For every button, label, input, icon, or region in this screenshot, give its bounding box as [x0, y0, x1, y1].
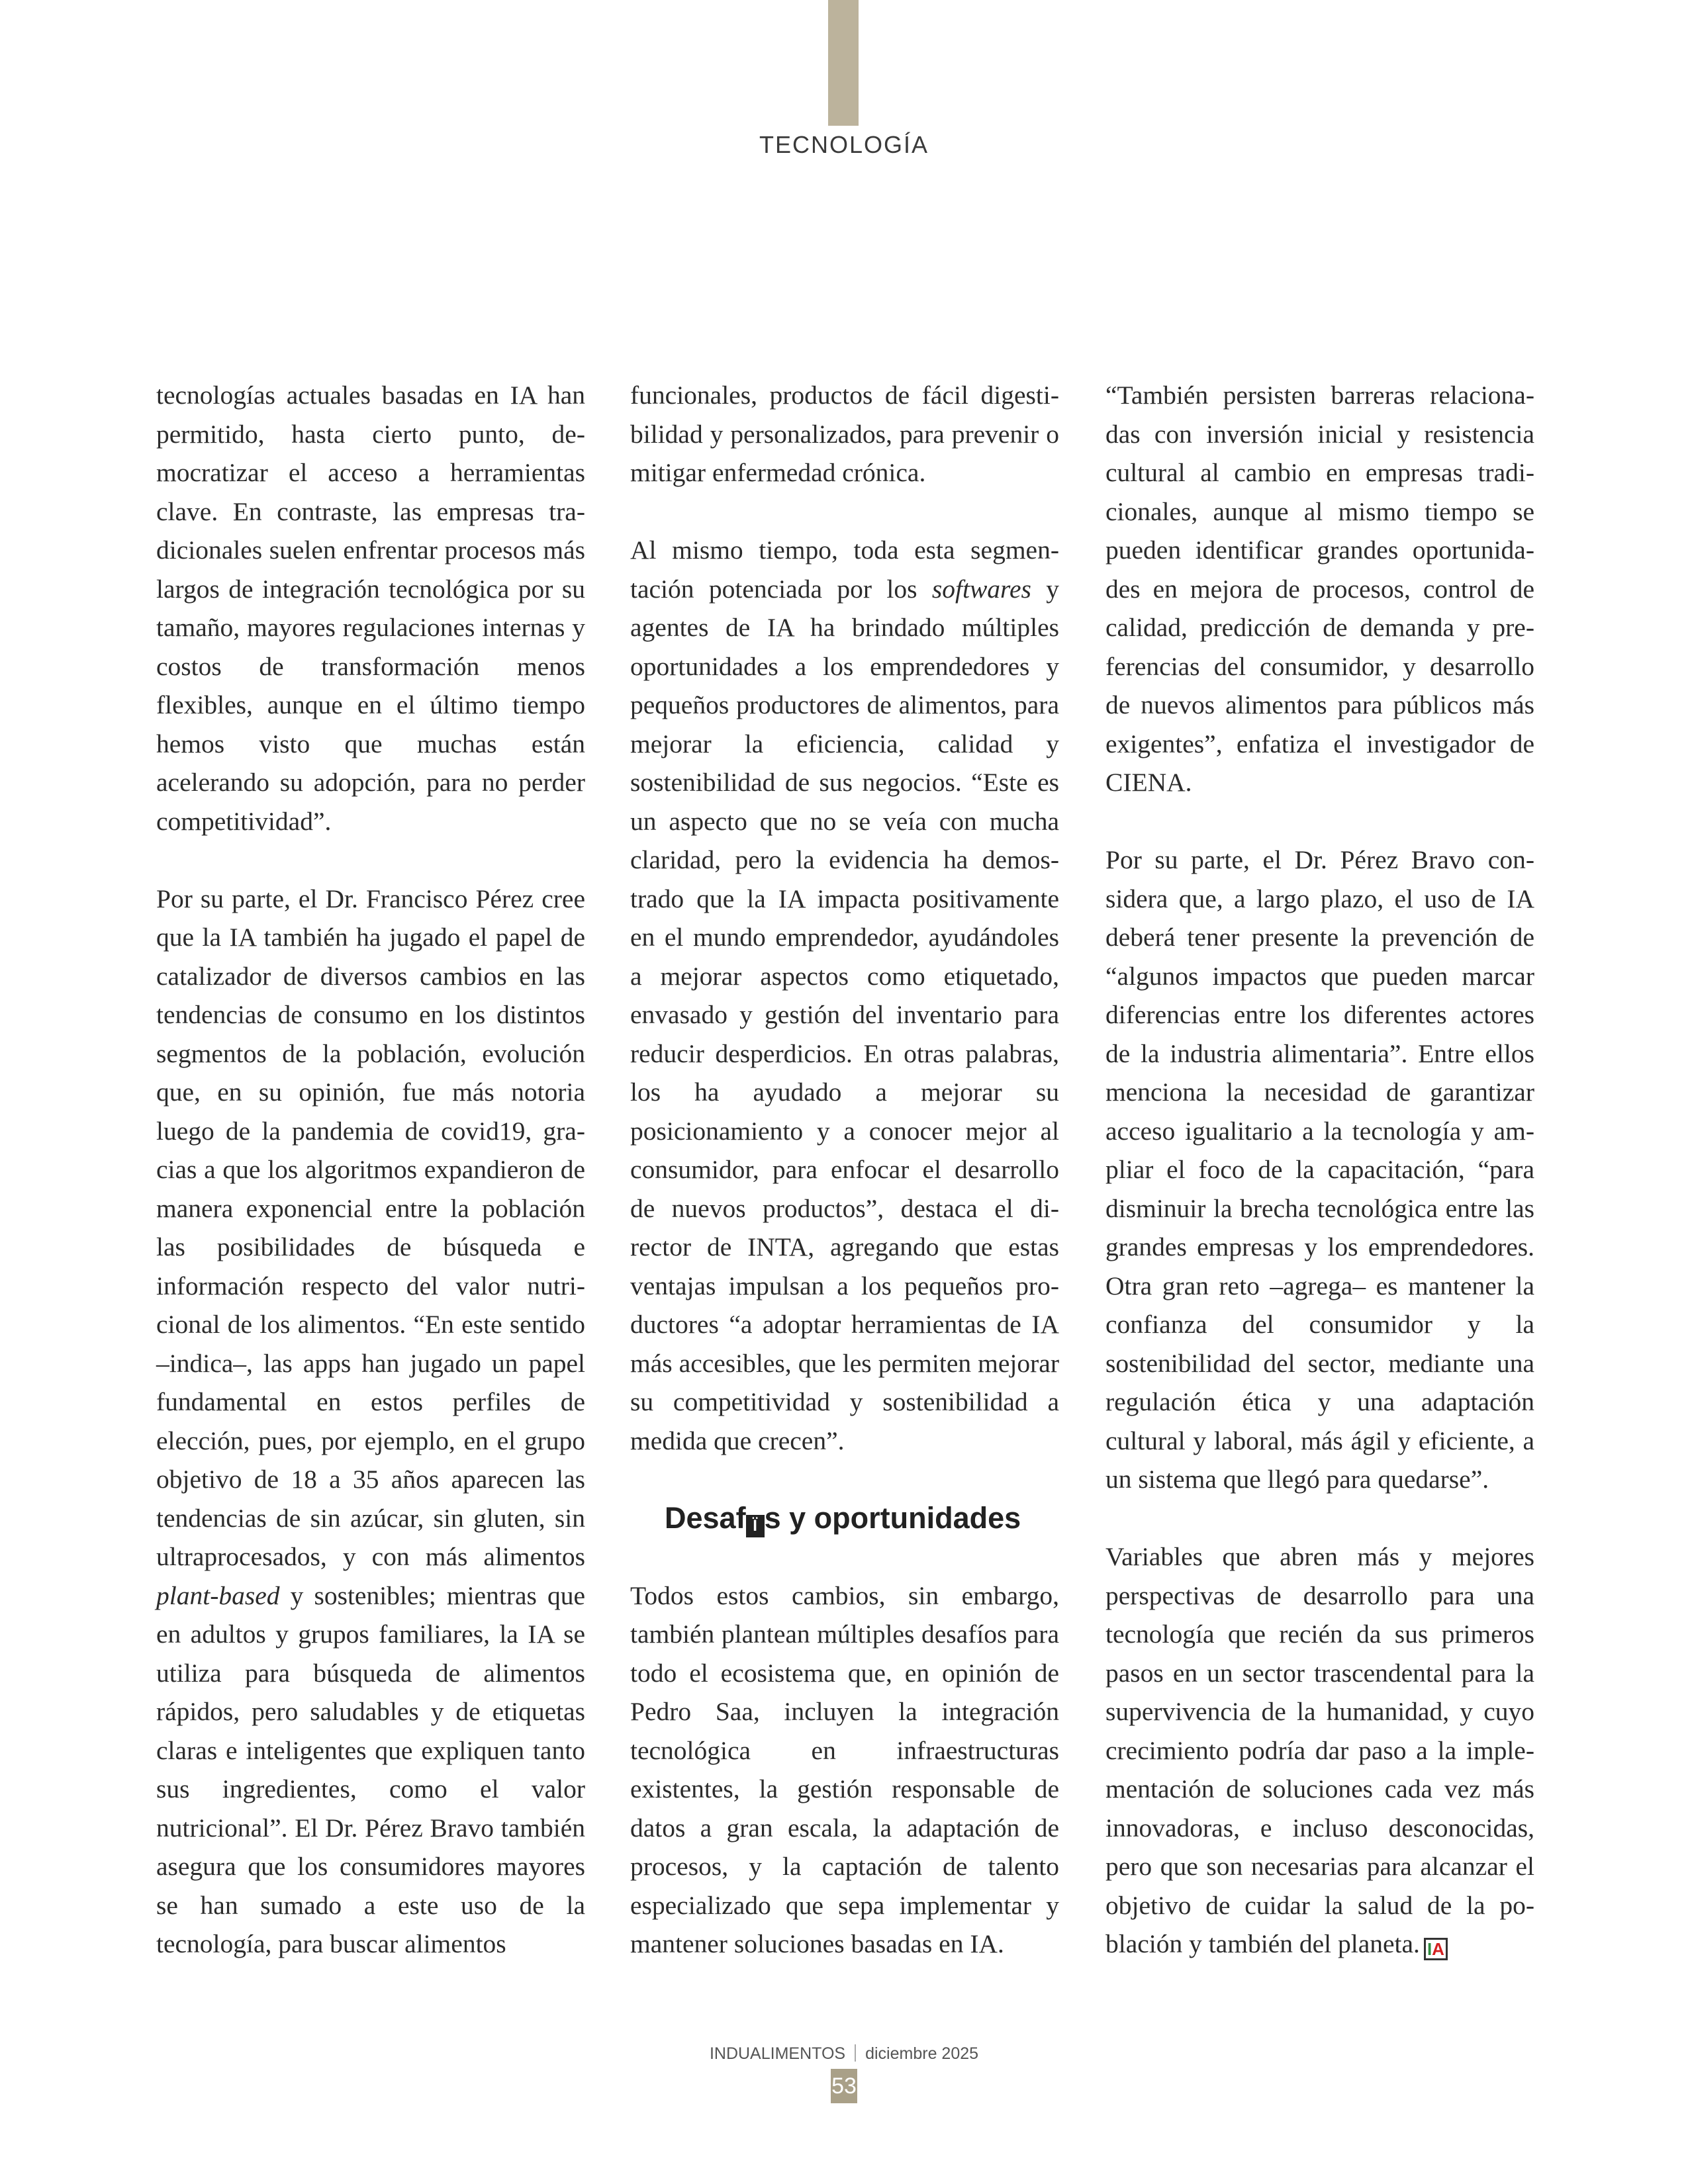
paragraph — [156, 880, 585, 1964]
subheading-text: s y oportunidades — [764, 1500, 1021, 1535]
paragraph: Todos estos cambios, sin embargo, también plantean múltiples desafíos para todo el ecosistema que, en opinión de Pedro Saa, incluyen la integración tecnológica en infraestructuras existentes, la gestión responsable de datos a gran escala, la adaptación de procesos, y la captación de talento especializado que sepa implementar y mantener soluciones basadas en IA. — [630, 1580, 1059, 1958]
logo-letter: I — [1427, 1939, 1432, 1959]
paragraph — [630, 531, 1059, 1460]
text-run: y agentes de IA ha brindado múltiples oportunidades a los emprendedores y pequeños productores de alimentos, para mejorar la eficiencia, calidad y sostenibilidad de sus negocios. “Este es un aspecto que no se veía con mucha claridad, pero la evidencia ha demostrado que la IA impacta positivamente en el mundo emprendedor, ayudándoles a mejorar aspectos como etiquetado, envasado y gestión del inventario para reducir desperdicios. En otras palabras, los ha ayudado a mejorar su posicionamiento y a conocer mejor al consumidor, para enfocar el desarrollo de nuevos productos”, destaca el director de INTA, agregando que estas ventajas impulsan a los pequeños productores “a adoptar herramientas de IA más accesibles, que les permiten mejorar su competitividad y sostenibilidad a medida que crecen”. — [630, 574, 1060, 1455]
text-run: Por su parte, el Dr. Francisco Pérez cree que la IA también ha jugado el papel de catalizador de diversos cambios en las tendencias de consumo en los distintos segmentos de la población, evolución que, en su opinión, fue más notoria luego de la pandemia de covid19, gracias a que los algoritmos expandieron de manera exponencial entre la población las posibilidades de búsqueda e información respecto del valor nutricional de los alimentos. “En este sentido –indica–, las apps han jugado un papel fundamental en estos perfiles de elección, pues, por ejemplo, en el grupo objetivo de 18 a 35 años aparecen las tendencias de sin azúcar, sin gluten, sin ultraprocesados, y con más alimentos — [156, 884, 585, 1571]
emphasis-text: softwares — [931, 574, 1031, 604]
end-mark-logo-icon — [1424, 1938, 1448, 1960]
column-1 — [156, 376, 585, 1964]
section-label: TECNOLOGÍA — [759, 131, 929, 158]
paragraph — [1105, 1537, 1534, 1964]
paragraph: funcionales, productos de fácil digestibilidad y personalizados, para prevenir o mitigar enfermedad crónica. — [630, 381, 1059, 487]
column-2 — [630, 376, 1059, 1964]
top-accent-bar — [828, 0, 859, 126]
footer-divider — [855, 2044, 856, 2062]
paragraph: “También persisten barreras relacionadas con inversión inicial y resistencia cultural al cambio en empresas tradicionales, aunque al mismo tiempo se pueden identificar grandes oportunidades en mejora de procesos, control de calidad, predicción de demanda y preferencias del consumidor, y desarrollo de nuevos alimentos para públicos más exigentes”, enfatiza el investigador de CIENA. — [1105, 381, 1534, 797]
subheading-text: Desaf — [665, 1500, 746, 1535]
issue-date: diciembre 2025 — [865, 2044, 979, 2063]
subheading — [665, 1499, 1059, 1538]
emphasis-text: plant-based — [156, 1580, 280, 1610]
logo-letter: A — [1432, 1939, 1444, 1959]
paragraph: Por su parte, el Dr. Pérez Bravo considera que, a largo plazo, el uso de IA deberá tener presente la prevención de “algunos impactos que pueden marcar diferencias entre los diferentes actores de la industria alimentaria”. Entre ellos menciona la necesidad de garantizar acceso igualitario a la tecnología y ampliar el foco de la capacitación, “para disminuir la brecha tecnológica entre las grandes empresas y los emprendedores. Otra gran reto –agrega– es mantener la confianza del consumidor y la sostenibilidad del sector, mediante una regulación ética y una adaptación cultural y laboral, más ágil y eficiente, a un sistema que llegó para quedarse”. — [1105, 845, 1534, 1494]
page-number: 53 — [831, 2069, 857, 2103]
paragraph: tecnologías actuales basadas en IA han permitido, hasta cierto punto, democratizar el acceso a herramientas clave. En contraste, las empresas tradicionales suelen enfrentar procesos más largos de integración tecnológica por su tamaño, mayores regulaciones internas y costos de transformación menos flexibles, aunque en el último tiempo hemos visto que muchas están acelerando su adopción, para no perder competitividad”. — [156, 381, 585, 836]
publication-name: INDUALIMENTOS — [709, 2044, 846, 2063]
column-3 — [1105, 376, 1534, 1964]
text-run: y sostenibles; mientras que en adultos y grupos familiares, la IA se utiliza para búsqueda de alimentos rápidos, pero saludables y de etiquetas claras e inteligentes que expliquen tanto sus ingredientes, como el valor nutricional”. El Dr. Pérez Bravo también asegura que los consumidores mayores se han sumado a este uso de la tecnología, para buscar alimentos — [156, 1580, 585, 1958]
footer — [0, 2044, 1688, 2064]
text-run: Variables que abren más y mejores perspectivas de desarrollo para una tecnología que recién da sus primeros pasos en un sector trascendental para la supervivencia de la humanidad, y cuyo crecimiento podría dar paso a la implementación de soluciones cada vez más innovadoras, e incluso desconocidas, pero que son necesarias para alcanzar el objetivo de cuidar la salud de la población y también del planeta. — [1105, 1542, 1534, 1958]
text-run: Al mismo tiempo, toda esta segmentación potenciada por los — [630, 535, 1059, 604]
missing-glyph-icon: Ï — [746, 1515, 765, 1537]
